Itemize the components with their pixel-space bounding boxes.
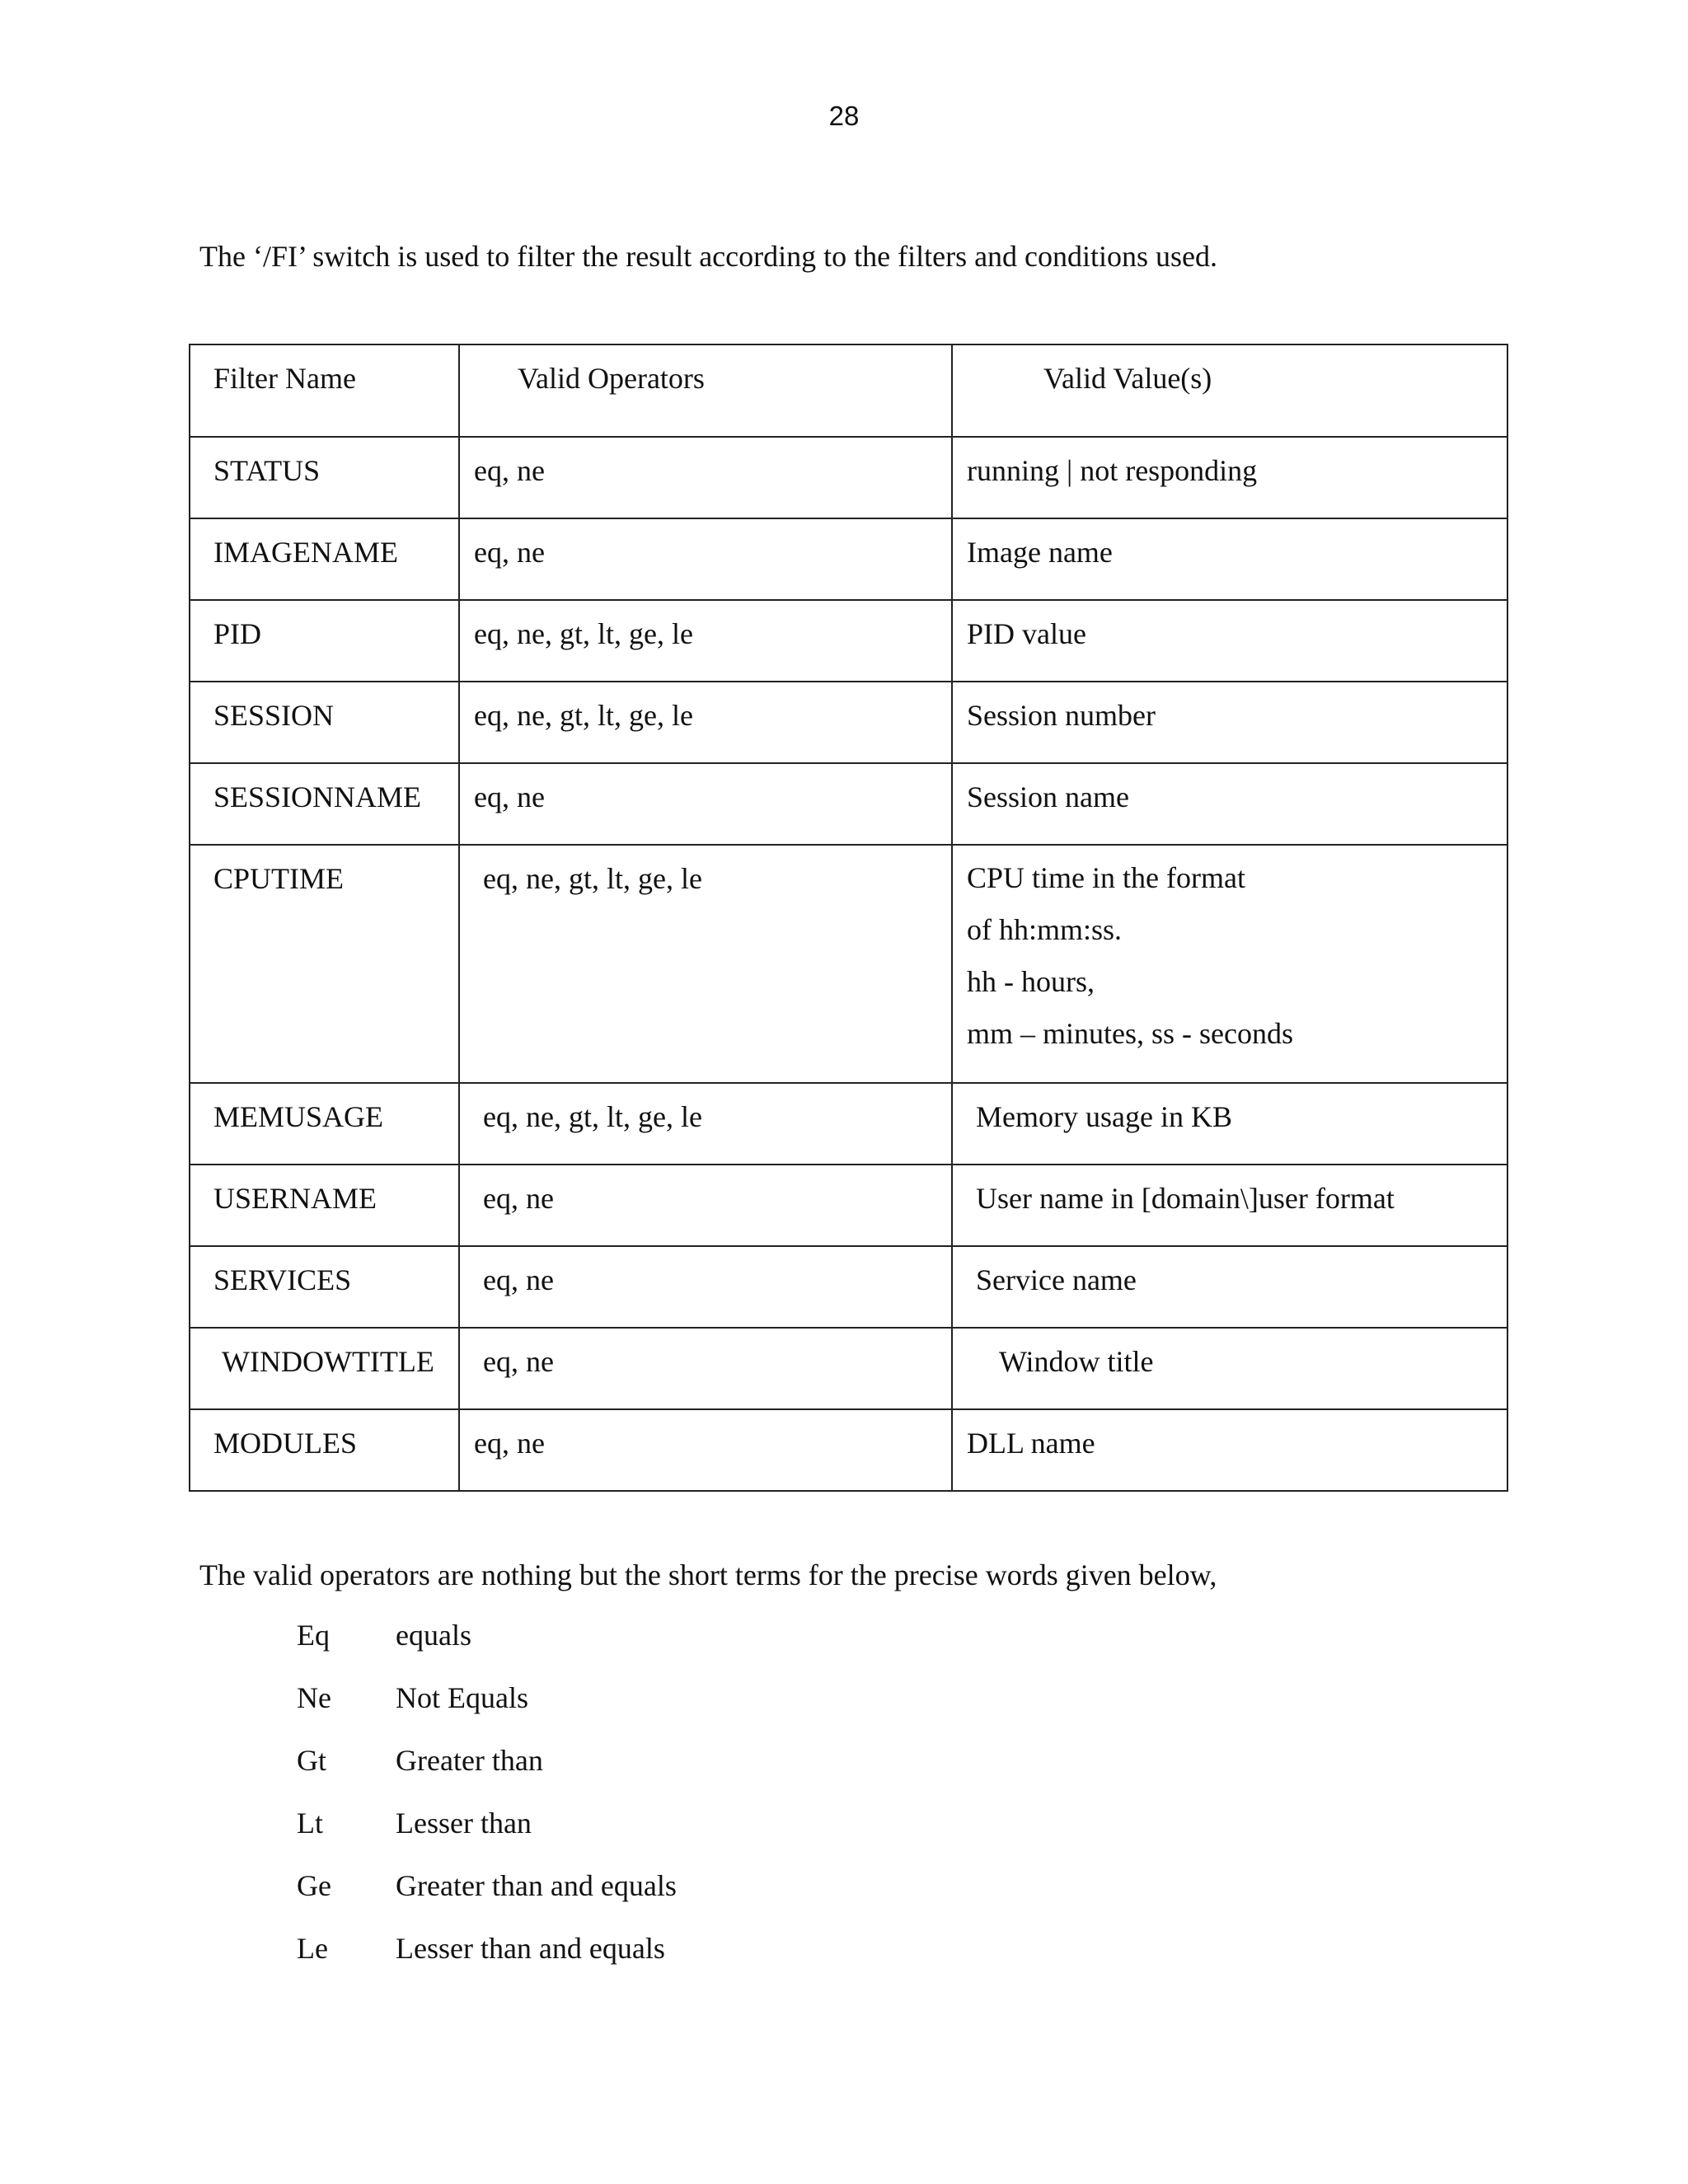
filter-name-cell: MODULES xyxy=(190,1409,459,1491)
values-cell: Memory usage in KB xyxy=(952,1083,1507,1165)
operator-abbreviation: Ne xyxy=(297,1681,331,1714)
values-cell xyxy=(952,845,1507,1083)
values-cell: User name in [domain\]user format xyxy=(952,1165,1507,1246)
operator-meaning: Not Equals xyxy=(396,1681,528,1714)
operators-cell: eq, ne, gt, lt, ge, le xyxy=(459,845,952,1083)
filter-name-cell: SERVICES xyxy=(190,1246,459,1328)
operators-cell: eq, ne xyxy=(459,1246,952,1328)
operator-abbreviation: Gt xyxy=(297,1744,326,1777)
table-row xyxy=(190,1409,1507,1491)
values-line: mm – minutes, ss - seconds xyxy=(967,1017,1293,1050)
list-item xyxy=(297,1680,677,1743)
values-line: hh - hours, xyxy=(967,965,1095,998)
values-line: of hh:mm:ss. xyxy=(967,913,1123,946)
table-row xyxy=(190,1246,1507,1328)
operators-cell: eq, ne xyxy=(459,518,952,600)
operator-abbreviation: Ge xyxy=(297,1869,331,1902)
values-cell: Image name xyxy=(952,518,1507,600)
header-valid-operators: Valid Operators xyxy=(459,344,952,437)
table-header-row xyxy=(190,344,1507,437)
table-row xyxy=(190,763,1507,845)
filter-name-cell: WINDOWTITLE xyxy=(190,1328,459,1409)
header-filter-name: Filter Name xyxy=(190,344,459,437)
values-cell: Service name xyxy=(952,1246,1507,1328)
table-row xyxy=(190,845,1507,1083)
filter-name-cell: MEMUSAGE xyxy=(190,1083,459,1165)
table-row xyxy=(190,518,1507,600)
header-valid-values: Valid Value(s) xyxy=(952,344,1507,437)
filter-name-cell: IMAGENAME xyxy=(190,518,459,600)
values-line: CPU time in the format xyxy=(967,861,1245,894)
filter-name-cell: CPUTIME xyxy=(190,845,459,1083)
filter-name-cell: SESSIONNAME xyxy=(190,763,459,845)
operator-meaning: Greater than xyxy=(396,1744,543,1777)
filters-table xyxy=(189,344,1508,1492)
values-cell: Session name xyxy=(952,763,1507,845)
values-cell: PID value xyxy=(952,600,1507,682)
operators-cell: eq, ne xyxy=(459,437,952,518)
table-row xyxy=(190,682,1507,763)
operator-meaning: Lesser than xyxy=(396,1807,532,1840)
values-cell: Session number xyxy=(952,682,1507,763)
operators-cell: eq, ne, gt, lt, ge, le xyxy=(459,600,952,682)
operators-cell: eq, ne xyxy=(459,1409,952,1491)
values-cell: Window title xyxy=(952,1328,1507,1409)
operator-abbreviation: Lt xyxy=(297,1807,323,1840)
operators-cell: eq, ne, gt, lt, ge, le xyxy=(459,1083,952,1165)
page-number: 28 xyxy=(828,101,860,131)
list-item xyxy=(297,1806,677,1868)
filter-name-cell: STATUS xyxy=(190,437,459,518)
values-cell: DLL name xyxy=(952,1409,1507,1491)
intro-paragraph: The ‘/FI’ switch is used to filter the result according to the filters and conditions used. xyxy=(199,240,1218,273)
list-item xyxy=(297,1868,677,1931)
filter-name-cell: SESSION xyxy=(190,682,459,763)
operator-meaning: equals xyxy=(396,1619,471,1652)
table-row xyxy=(190,437,1507,518)
table-row xyxy=(190,1083,1507,1165)
operator-abbreviation: Eq xyxy=(297,1619,330,1652)
values-cell: running | not responding xyxy=(952,437,1507,518)
operators-cell: eq, ne xyxy=(459,763,952,845)
list-item xyxy=(297,1743,677,1806)
operator-meaning: Greater than and equals xyxy=(396,1869,677,1902)
table-row xyxy=(190,600,1507,682)
list-item xyxy=(297,1618,677,1680)
filter-name-cell: PID xyxy=(190,600,459,682)
operator-meaning: Lesser than and equals xyxy=(396,1932,665,1965)
operators-cell: eq, ne xyxy=(459,1328,952,1409)
table-row xyxy=(190,1165,1507,1246)
operators-cell: eq, ne, gt, lt, ge, le xyxy=(459,682,952,763)
outro-paragraph: The valid operators are nothing but the short terms for the precise words given below, xyxy=(199,1558,1217,1591)
operators-legend xyxy=(297,1618,677,1994)
operator-abbreviation: Le xyxy=(297,1932,328,1965)
table-row xyxy=(190,1328,1507,1409)
list-item xyxy=(297,1931,677,1994)
operators-cell: eq, ne xyxy=(459,1165,952,1246)
filter-name-cell: USERNAME xyxy=(190,1165,459,1246)
